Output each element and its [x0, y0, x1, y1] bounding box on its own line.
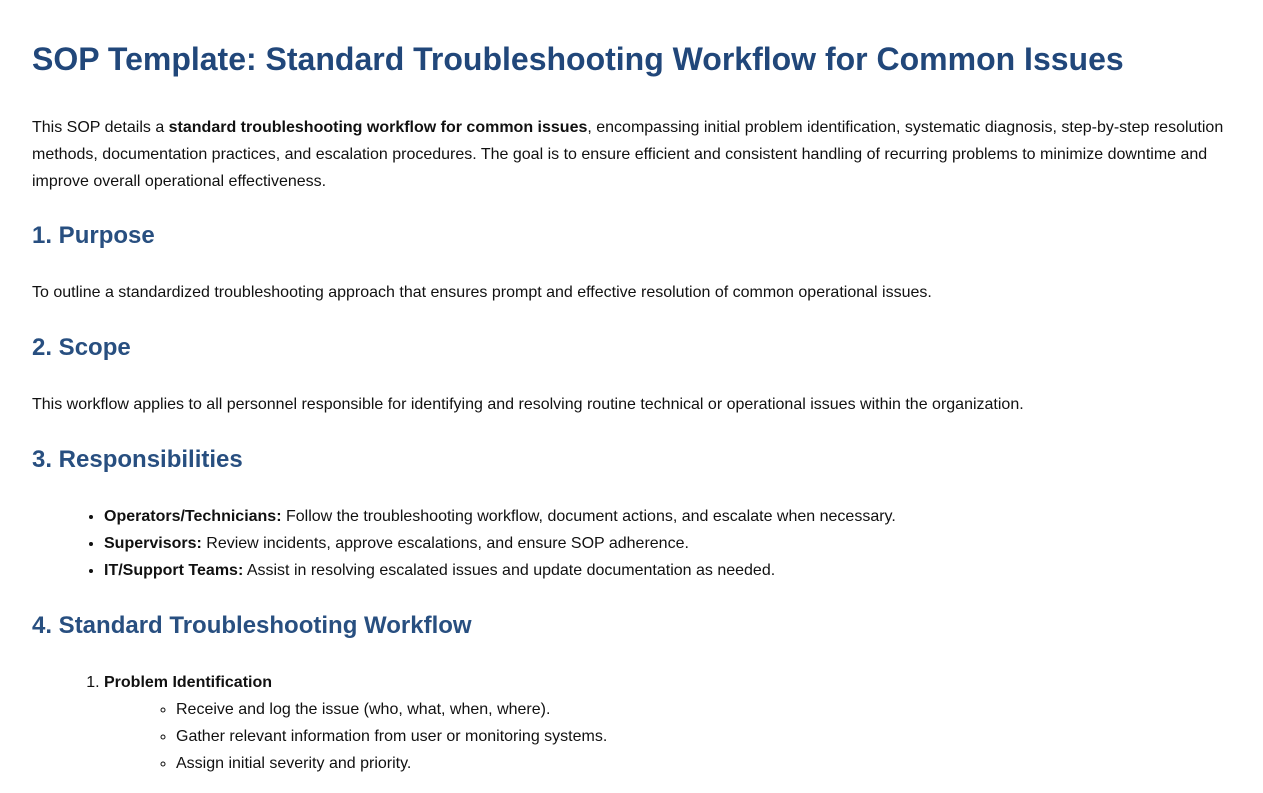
responsibilities-heading: 3. Responsibilities — [32, 446, 243, 473]
sop-document — [0, 38, 1263, 777]
workflow-steps — [32, 669, 1231, 777]
workflow-substep: ◦ Receive and log the issue (who, what, when, where). — [176, 696, 1231, 723]
responsibility-item — [104, 557, 1231, 584]
responsibility-role: Supervisors: — [104, 535, 202, 552]
responsibility-role: Operators/Technicians: — [104, 508, 282, 525]
purpose-heading: 1. Purpose — [32, 222, 155, 249]
scope-text: This workflow applies to all personnel responsible for identifying and resolving routine technical or operational issues within the organization. — [32, 396, 1024, 413]
workflow-step — [104, 669, 1231, 777]
responsibilities-list — [32, 503, 1231, 584]
responsibility-item — [104, 530, 1231, 557]
scope-heading: 2. Scope — [32, 334, 131, 361]
responsibility-text: Follow the troubleshooting workflow, document actions, and escalate when necessary. — [281, 508, 896, 525]
responsibility-role: IT/Support Teams: — [104, 562, 244, 579]
intro-paragraph — [32, 114, 1231, 195]
responsibility-text: Review incidents, approve escalations, and ensure SOP adherence. — [201, 535, 689, 552]
intro-text-start: This SOP details a — [32, 119, 169, 136]
workflow-substeps — [104, 696, 1231, 777]
workflow-step-title: Problem Identification — [104, 674, 273, 691]
workflow-substep: ◦ Assign initial severity and priority. — [176, 750, 1231, 777]
intro-emphasis: standard troubleshooting workflow for common issues — [168, 119, 588, 136]
workflow-heading: 4. Standard Troubleshooting Workflow — [32, 612, 472, 639]
responsibility-item — [104, 503, 1231, 530]
intro-text-end: , encompassing initial problem identification, systematic diagnosis, step-by-step resolution methods, documentation practices, and escalation procedures. The goal is to ensure efficient and consistent handling of recurring problems to minimize downtime and improve overall operational effectiveness. — [32, 119, 1224, 190]
purpose-text: To outline a standardized troubleshooting approach that ensures prompt and effective resolution of common operational issues. — [32, 284, 932, 301]
page-title: SOP Template: Standard Troubleshooting Workflow for Common Issues — [32, 41, 1124, 77]
responsibility-text: Assist in resolving escalated issues and update documentation as needed. — [243, 562, 776, 579]
workflow-substep: ◦ Gather relevant information from user or monitoring systems. — [176, 723, 1231, 750]
